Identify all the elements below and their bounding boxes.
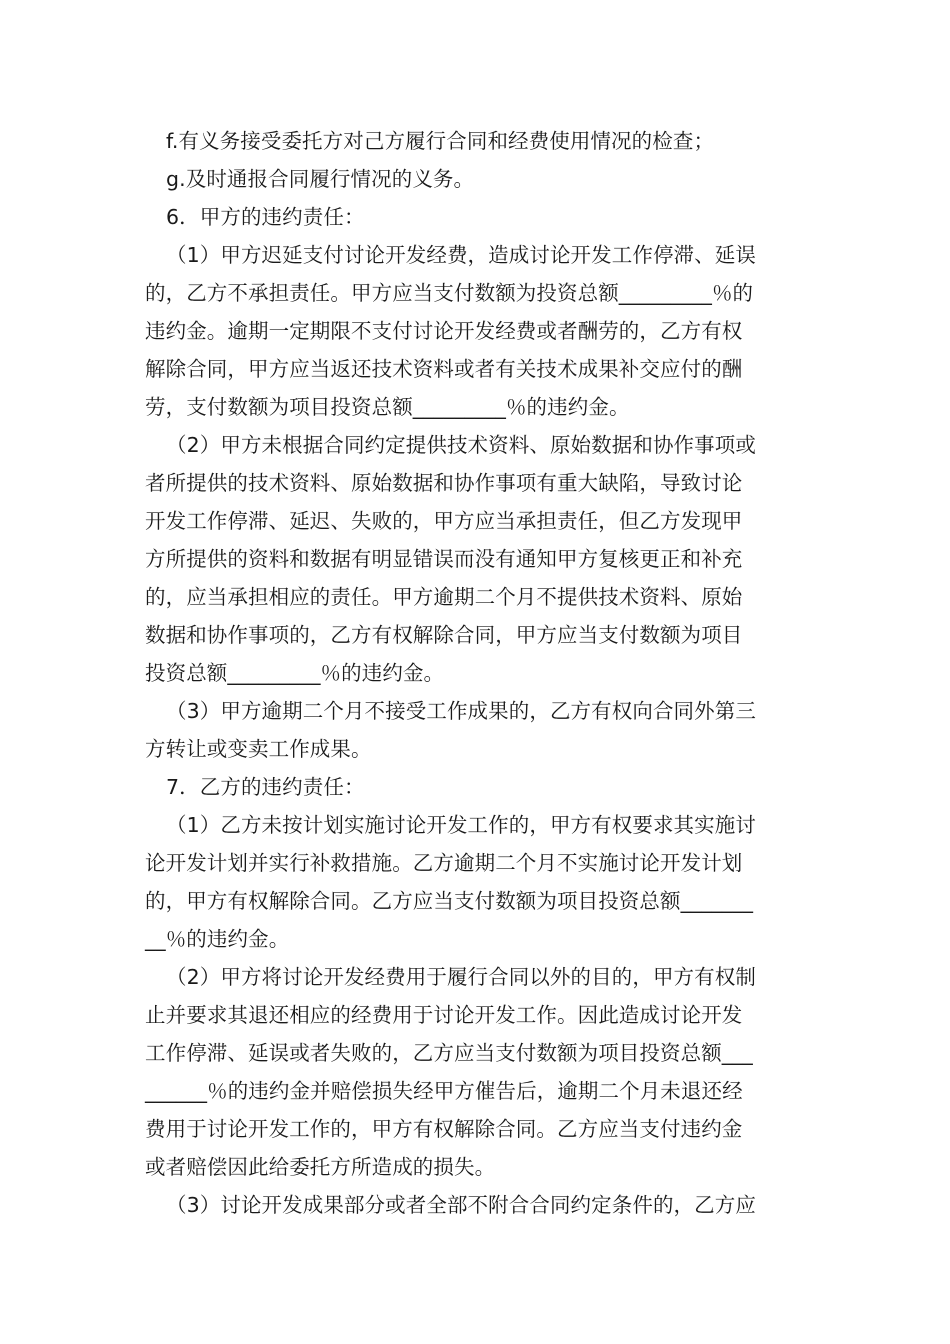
text-line: f.有义务接受委托方对己方履行合同和经费使用情况的检查； <box>166 129 715 153</box>
text-line: 数据和协作事项的，乙方有权解除合同，甲方应当支付数额为项目 <box>145 623 743 647</box>
text-line: g.及时通报合同履行情况的义务。 <box>166 167 475 191</box>
paragraph <box>145 198 807 236</box>
text-line: （3）讨论开发成果部分或者全部不附合合同约定条件的，乙方应 <box>166 1193 756 1217</box>
text-line: （3）甲方逾期二个月不接受工作成果的，乙方有权向合同外第三 <box>166 699 756 723</box>
paragraph <box>145 122 807 160</box>
text-line: （2）甲方未根据合同约定提供技术资料、原始数据和协作事项或 <box>166 433 756 457</box>
text-line: （2）甲方将讨论开发经费用于履行合同以外的目的，甲方有权制 <box>166 965 756 989</box>
paragraph <box>145 806 807 958</box>
text-line: 的，甲方有权解除合同。乙方应当支付数额为项目投资总额_______ <box>145 889 754 913</box>
text-line: 开发工作停滞、延迟、失败的，甲方应当承担责任，但乙方发现甲 <box>145 509 743 533</box>
document-body <box>145 122 807 1224</box>
text-line: 的，应当承担相应的责任。甲方逾期二个月不提供技术资料、原始 <box>145 585 743 609</box>
text-line: 解除合同，甲方应当返还技术资料或者有关技术成果补交应付的酬 <box>145 357 743 381</box>
text-line: __％的违约金。 <box>145 927 290 951</box>
text-line: 的，乙方不承担责任。甲方应当支付数额为投资总额_________％的 <box>145 281 754 305</box>
text-line: 者所提供的技术资料、原始数据和协作事项有重大缺陷，导致讨论 <box>145 471 743 495</box>
text-line: 7．乙方的违约责任： <box>166 775 365 799</box>
paragraph <box>145 768 807 806</box>
text-line: 劳，支付数额为项目投资总额_________％的违约金。 <box>145 395 630 419</box>
text-line: （1）乙方未按计划实施讨论开发工作的，甲方有权要求其实施讨 <box>166 813 756 837</box>
text-line: 方转让或变卖工作成果。 <box>145 737 372 761</box>
text-line: 投资总额_________％的违约金。 <box>145 661 445 685</box>
text-line: ______％的违约金并赔偿损失经甲方催告后，逾期二个月未退还经 <box>145 1079 743 1103</box>
text-line: 止并要求其退还相应的经费用于讨论开发工作。因此造成讨论开发 <box>145 1003 743 1027</box>
paragraph <box>145 1186 807 1224</box>
paragraph <box>145 236 807 426</box>
text-line: 或者赔偿因此给委托方所造成的损失。 <box>145 1155 496 1179</box>
paragraph <box>145 692 807 768</box>
text-line: 方所提供的资料和数据有明显错误而没有通知甲方复核更正和补充 <box>145 547 743 571</box>
paragraph <box>145 426 807 692</box>
text-line: 论开发计划并实行补救措施。乙方逾期二个月不实施讨论开发计划 <box>145 851 743 875</box>
text-line: （1）甲方迟延支付讨论开发经费，造成讨论开发工作停滞、延误 <box>166 243 756 267</box>
paragraph <box>145 958 807 1186</box>
text-line: 费用于讨论开发工作的，甲方有权解除合同。乙方应当支付违约金 <box>145 1117 743 1141</box>
paragraph <box>145 160 807 198</box>
text-line: 违约金。逾期一定期限不支付讨论开发经费或者酬劳的，乙方有权 <box>145 319 743 343</box>
text-line: 工作停滞、延误或者失败的，乙方应当支付数额为项目投资总额___ <box>145 1041 753 1065</box>
text-line: 6．甲方的违约责任： <box>166 205 365 229</box>
